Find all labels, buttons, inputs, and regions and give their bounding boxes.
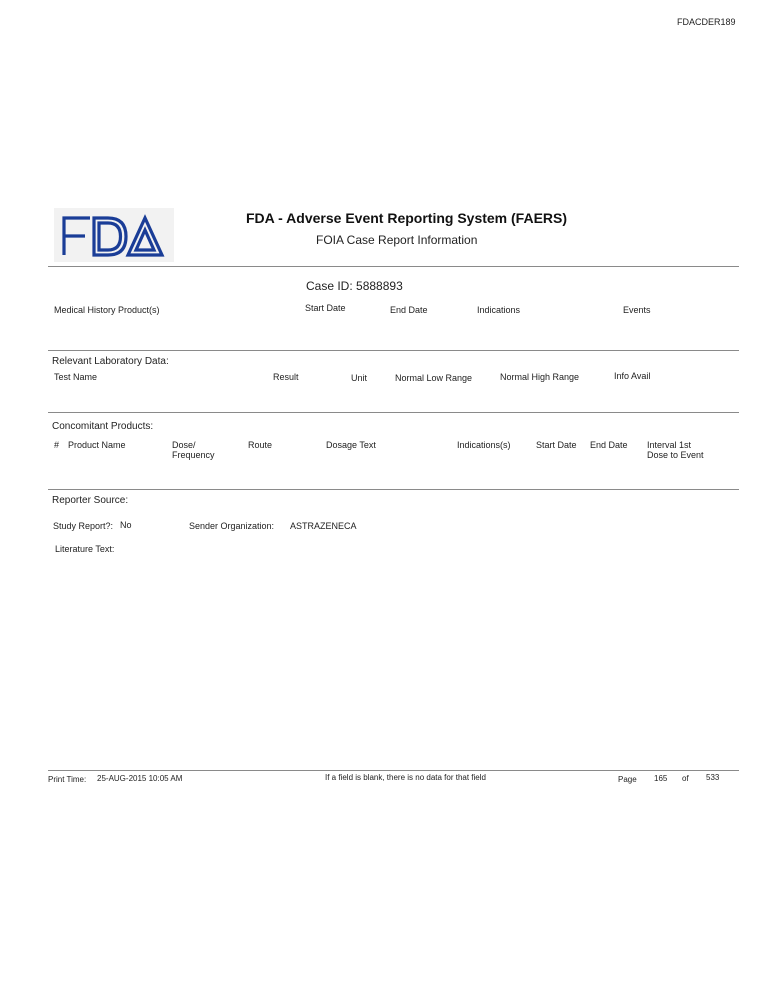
header-divider bbox=[48, 266, 739, 267]
col-mh-events: Events bbox=[623, 305, 651, 315]
col-test-name: Test Name bbox=[54, 372, 98, 382]
col-cp-start-date: Start Date bbox=[536, 440, 577, 450]
col-route: Route bbox=[248, 440, 273, 450]
page-total: 533 bbox=[706, 773, 720, 782]
case-id-label: Case ID: bbox=[306, 279, 353, 293]
blank-field-note: If a field is blank, there is no data for that field bbox=[325, 773, 486, 782]
report-title: FDA - Adverse Event Reporting System (FAERS) bbox=[246, 210, 568, 226]
reporter-section-title: Reporter Source: bbox=[52, 495, 129, 506]
col-mh-indications: Indications bbox=[477, 305, 521, 315]
col-cp-indications: Indications(s) bbox=[457, 440, 511, 450]
lab-section-title: Relevant Laboratory Data: bbox=[52, 356, 169, 367]
literature-text-label: Literature Text: bbox=[55, 544, 115, 554]
report-subtitle: FOIA Case Report Information bbox=[316, 233, 478, 247]
section-divider bbox=[48, 489, 739, 490]
col-mh-start-date: Start Date bbox=[305, 303, 346, 313]
col-dose-to-event: Dose to Event bbox=[647, 450, 704, 460]
sender-organization-value: ASTRAZENECA bbox=[290, 521, 357, 531]
page-label: Page bbox=[618, 775, 637, 784]
col-unit: Unit bbox=[351, 373, 368, 383]
col-result: Result bbox=[273, 372, 299, 382]
col-cp-end-date: End Date bbox=[590, 440, 628, 450]
col-normal-high-range: Normal High Range bbox=[500, 372, 580, 382]
concomitant-section-title: Concomitant Products: bbox=[52, 421, 154, 432]
col-info-avail: Info Avail bbox=[614, 371, 651, 381]
col-normal-low-range: Normal Low Range bbox=[395, 373, 473, 383]
col-mh-end-date: End Date bbox=[390, 305, 428, 315]
col-frequency: Frequency bbox=[172, 450, 215, 460]
print-time-value: 25-AUG-2015 10:05 AM bbox=[97, 774, 183, 783]
fda-logo bbox=[54, 208, 174, 262]
study-report-label: Study Report?: bbox=[53, 521, 114, 531]
of-label: of bbox=[682, 774, 689, 783]
study-report-value: No bbox=[120, 520, 132, 530]
document-id: FDACDER189 bbox=[677, 17, 736, 27]
section-divider bbox=[48, 412, 739, 413]
case-id bbox=[306, 279, 403, 293]
case-id-value: 5888893 bbox=[356, 279, 403, 293]
footer-divider bbox=[48, 770, 739, 771]
col-interval-1st: Interval 1st bbox=[647, 440, 692, 450]
sender-organization-label: Sender Organization: bbox=[189, 521, 275, 531]
col-number: # bbox=[54, 440, 60, 450]
page-number: 165 bbox=[654, 774, 668, 783]
col-dose: Dose/ bbox=[172, 440, 196, 450]
col-medical-history-product: Medical History Product(s) bbox=[54, 305, 160, 315]
col-product-name: Product Name bbox=[68, 440, 126, 450]
col-dosage-text: Dosage Text bbox=[326, 440, 376, 450]
section-divider bbox=[48, 350, 739, 351]
print-time-label: Print Time: bbox=[48, 775, 87, 784]
